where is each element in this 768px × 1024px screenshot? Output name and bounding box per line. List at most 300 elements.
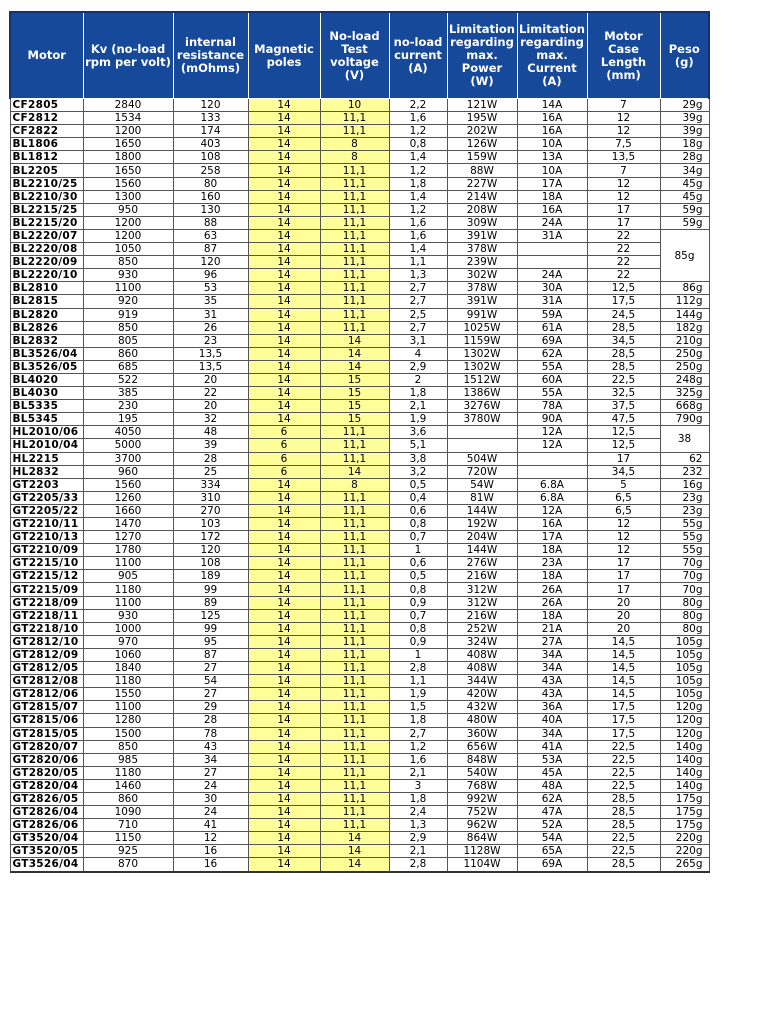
table-row: [10, 675, 709, 688]
cell-max-current: 43A: [517, 675, 587, 688]
cell-resistance: 41: [173, 819, 248, 832]
cell-power: 991W: [447, 308, 517, 321]
table-row: [10, 387, 709, 400]
cell-peso: 45g: [660, 177, 709, 190]
cell-current: 1: [389, 544, 447, 557]
cell-length: 14,5: [587, 648, 660, 661]
cell-current: 2,9: [389, 832, 447, 845]
cell-resistance: 48: [173, 426, 248, 439]
cell-kv: 1460: [83, 779, 173, 792]
table-row: [10, 177, 709, 190]
cell-resistance: 39: [173, 439, 248, 452]
table-row: [10, 321, 709, 334]
cell-model: BL2826: [10, 321, 83, 334]
cell-length: 12,5: [587, 426, 660, 439]
cell-length: 17: [587, 570, 660, 583]
cell-resistance: 95: [173, 635, 248, 648]
cell-current: 1,9: [389, 413, 447, 426]
cell-current: 2,1: [389, 766, 447, 779]
cell-model: BL3526/05: [10, 360, 83, 373]
table-row: [10, 138, 709, 151]
cell-poles: 14: [248, 832, 320, 845]
cell-poles: 14: [248, 256, 320, 269]
cell-voltage: 11,1: [320, 806, 389, 819]
cell-poles: 14: [248, 531, 320, 544]
cell-current: 0,8: [389, 583, 447, 596]
cell-length: 7: [587, 99, 660, 112]
cell-peso: 80g: [660, 622, 709, 635]
cell-peso: 55g: [660, 544, 709, 557]
cell-resistance: 54: [173, 675, 248, 688]
cell-poles: 14: [248, 662, 320, 675]
cell-model: BL2220/07: [10, 229, 83, 242]
cell-power: 992W: [447, 792, 517, 805]
cell-model: GT2812/06: [10, 688, 83, 701]
cell-power: 656W: [447, 740, 517, 753]
cell-voltage: 11,1: [320, 688, 389, 701]
cell-voltage: 8: [320, 151, 389, 164]
cell-power: 216W: [447, 570, 517, 583]
table-row: [10, 203, 709, 216]
cell-length: 7: [587, 164, 660, 177]
cell-max-current: 43A: [517, 688, 587, 701]
cell-voltage: 11,1: [320, 701, 389, 714]
cell-resistance: 34: [173, 753, 248, 766]
table-row: [10, 256, 709, 269]
cell-length: 34,5: [587, 334, 660, 347]
cell-max-current: [517, 465, 587, 478]
cell-length: 12: [587, 112, 660, 125]
cell-resistance: 87: [173, 243, 248, 256]
table-row: [10, 334, 709, 347]
cell-model: GT2205/33: [10, 491, 83, 504]
cell-voltage: 11,1: [320, 766, 389, 779]
cell-resistance: 20: [173, 373, 248, 386]
cell-poles: 14: [248, 387, 320, 400]
cell-poles: 14: [248, 269, 320, 282]
table-row: [10, 819, 709, 832]
cell-voltage: 11,1: [320, 740, 389, 753]
cell-voltage: 11,1: [320, 557, 389, 570]
cell-power: 848W: [447, 753, 517, 766]
cell-power: 312W: [447, 583, 517, 596]
cell-poles: 14: [248, 792, 320, 805]
cell-length: 28,5: [587, 792, 660, 805]
cell-model: BL2832: [10, 334, 83, 347]
cell-current: 1,3: [389, 819, 447, 832]
cell-power: 208W: [447, 203, 517, 216]
cell-current: 1,6: [389, 753, 447, 766]
cell-length: 22,5: [587, 373, 660, 386]
cell-power: 216W: [447, 609, 517, 622]
cell-peso: 140g: [660, 779, 709, 792]
cell-peso: 23g: [660, 491, 709, 504]
table-row: [10, 806, 709, 819]
cell-resistance: 16: [173, 858, 248, 872]
table-body: [10, 99, 709, 872]
cell-power: 214W: [447, 190, 517, 203]
cell-resistance: 28: [173, 452, 248, 465]
table-row: [10, 295, 709, 308]
cell-voltage: 11,1: [320, 518, 389, 531]
cell-peso: 248g: [660, 373, 709, 386]
cell-model: GT2820/06: [10, 753, 83, 766]
cell-poles: 14: [248, 334, 320, 347]
cell-max-current: 10A: [517, 138, 587, 151]
table-row: [10, 779, 709, 792]
cell-model: CF2812: [10, 112, 83, 125]
cell-resistance: 23: [173, 334, 248, 347]
table-row: [10, 99, 709, 112]
cell-power: 3276W: [447, 400, 517, 413]
cell-current: 3,8: [389, 452, 447, 465]
cell-resistance: 120: [173, 256, 248, 269]
cell-length: 24,5: [587, 308, 660, 321]
cell-power: 720W: [447, 465, 517, 478]
cell-power: 81W: [447, 491, 517, 504]
cell-resistance: 30: [173, 792, 248, 805]
cell-max-current: 69A: [517, 334, 587, 347]
cell-resistance: 24: [173, 806, 248, 819]
cell-power: 159W: [447, 151, 517, 164]
cell-resistance: 25: [173, 465, 248, 478]
cell-kv: 685: [83, 360, 173, 373]
table-row: [10, 465, 709, 478]
cell-poles: 14: [248, 413, 320, 426]
cell-peso: 105g: [660, 635, 709, 648]
cell-power: 378W: [447, 282, 517, 295]
cell-length: 22: [587, 243, 660, 256]
cell-poles: 14: [248, 491, 320, 504]
cell-peso: 265g: [660, 858, 709, 872]
cell-peso: 120g: [660, 727, 709, 740]
cell-poles: 14: [248, 203, 320, 216]
cell-kv: 710: [83, 819, 173, 832]
cell-peso: 18g: [660, 138, 709, 151]
cell-current: 0,8: [389, 138, 447, 151]
cell-length: 12,5: [587, 439, 660, 452]
cell-kv: 385: [83, 387, 173, 400]
cell-poles: 14: [248, 125, 320, 138]
table-row: [10, 753, 709, 766]
cell-poles: 14: [248, 151, 320, 164]
cell-resistance: 12: [173, 832, 248, 845]
cell-length: 28,5: [587, 360, 660, 373]
cell-current: 1,5: [389, 701, 447, 714]
cell-voltage: 11,1: [320, 321, 389, 334]
cell-peso: 175g: [660, 819, 709, 832]
cell-current: 1,8: [389, 714, 447, 727]
cell-max-current: [517, 452, 587, 465]
cell-length: 22,5: [587, 779, 660, 792]
cell-resistance: 27: [173, 688, 248, 701]
cell-max-current: 90A: [517, 413, 587, 426]
table-row: [10, 596, 709, 609]
cell-poles: 14: [248, 138, 320, 151]
cell-kv: 1200: [83, 229, 173, 242]
table-row: [10, 518, 709, 531]
cell-length: 22: [587, 269, 660, 282]
cell-kv: 1650: [83, 138, 173, 151]
cell-max-current: 13A: [517, 151, 587, 164]
cell-peso: 220g: [660, 845, 709, 858]
cell-length: 13,5: [587, 151, 660, 164]
cell-model: GT2826/06: [10, 819, 83, 832]
cell-max-current: 59A: [517, 308, 587, 321]
table-row: [10, 845, 709, 858]
cell-resistance: 88: [173, 216, 248, 229]
cell-voltage: 11,1: [320, 216, 389, 229]
cell-poles: 14: [248, 504, 320, 517]
cell-model: BL4030: [10, 387, 83, 400]
cell-current: 2,8: [389, 858, 447, 872]
cell-power: 252W: [447, 622, 517, 635]
cell-max-current: 34A: [517, 648, 587, 661]
cell-kv: 1180: [83, 675, 173, 688]
cell-peso: 120g: [660, 701, 709, 714]
cell-resistance: 172: [173, 531, 248, 544]
cell-voltage: 11,1: [320, 282, 389, 295]
cell-voltage: 15: [320, 373, 389, 386]
cell-peso: 140g: [660, 766, 709, 779]
cell-voltage: 11,1: [320, 609, 389, 622]
table-row: [10, 164, 709, 177]
cell-current: 4: [389, 347, 447, 360]
cell-max-current: 26A: [517, 596, 587, 609]
cell-power: 204W: [447, 531, 517, 544]
cell-peso: 85g: [660, 229, 709, 281]
cell-power: 540W: [447, 766, 517, 779]
cell-kv: 1300: [83, 190, 173, 203]
cell-resistance: 108: [173, 557, 248, 570]
table-row: [10, 190, 709, 203]
cell-kv: 850: [83, 256, 173, 269]
cell-poles: 14: [248, 727, 320, 740]
cell-poles: 14: [248, 688, 320, 701]
table-row: [10, 439, 709, 452]
cell-kv: 4050: [83, 426, 173, 439]
cell-model: BL2205: [10, 164, 83, 177]
cell-resistance: 87: [173, 648, 248, 661]
cell-current: 2,1: [389, 400, 447, 413]
cell-model: BL5345: [10, 413, 83, 426]
cell-kv: 3700: [83, 452, 173, 465]
cell-length: 28,5: [587, 347, 660, 360]
table-row: [10, 125, 709, 138]
cell-current: 1,6: [389, 229, 447, 242]
header-no-load-current: no-load current (A): [389, 12, 447, 99]
cell-kv: 930: [83, 269, 173, 282]
cell-max-current: 34A: [517, 727, 587, 740]
cell-peso: 232: [660, 465, 709, 478]
cell-model: HL2010/04: [10, 439, 83, 452]
cell-poles: 14: [248, 400, 320, 413]
cell-kv: 930: [83, 609, 173, 622]
cell-resistance: 28: [173, 714, 248, 727]
cell-poles: 14: [248, 779, 320, 792]
table-row: [10, 662, 709, 675]
cell-kv: 1260: [83, 491, 173, 504]
cell-power: 1386W: [447, 387, 517, 400]
cell-current: 1,3: [389, 269, 447, 282]
cell-kv: 5000: [83, 439, 173, 452]
cell-max-current: 62A: [517, 792, 587, 805]
cell-power: 239W: [447, 256, 517, 269]
cell-power: 391W: [447, 229, 517, 242]
cell-peso: 34g: [660, 164, 709, 177]
cell-model: GT2826/04: [10, 806, 83, 819]
cell-length: 22,5: [587, 740, 660, 753]
table-row: [10, 635, 709, 648]
cell-kv: 1660: [83, 504, 173, 517]
table-row: [10, 832, 709, 845]
cell-max-current: 31A: [517, 295, 587, 308]
cell-resistance: 16: [173, 845, 248, 858]
table-row: [10, 531, 709, 544]
cell-current: 0,6: [389, 557, 447, 570]
table-row: [10, 151, 709, 164]
cell-max-current: 48A: [517, 779, 587, 792]
table-row: [10, 740, 709, 753]
cell-voltage: 11,1: [320, 727, 389, 740]
cell-voltage: 11,1: [320, 452, 389, 465]
cell-voltage: 14: [320, 465, 389, 478]
cell-poles: 14: [248, 164, 320, 177]
table-row: [10, 452, 709, 465]
cell-length: 22: [587, 229, 660, 242]
cell-power: 408W: [447, 662, 517, 675]
cell-peso: 668g: [660, 400, 709, 413]
cell-kv: 1840: [83, 662, 173, 675]
cell-current: 1,4: [389, 190, 447, 203]
cell-poles: 14: [248, 858, 320, 872]
cell-max-current: 61A: [517, 321, 587, 334]
cell-resistance: 99: [173, 583, 248, 596]
cell-kv: 970: [83, 635, 173, 648]
cell-voltage: 14: [320, 334, 389, 347]
cell-poles: 14: [248, 648, 320, 661]
cell-resistance: 120: [173, 99, 248, 112]
cell-peso: 790g: [660, 413, 709, 426]
cell-model: BL3526/04: [10, 347, 83, 360]
cell-peso: 39g: [660, 112, 709, 125]
cell-model: GT2820/05: [10, 766, 83, 779]
cell-voltage: 11,1: [320, 125, 389, 138]
cell-voltage: 11,1: [320, 243, 389, 256]
table-row: [10, 373, 709, 386]
cell-length: 22,5: [587, 832, 660, 845]
cell-current: 1,4: [389, 243, 447, 256]
cell-kv: 925: [83, 845, 173, 858]
cell-power: 752W: [447, 806, 517, 819]
table-row: [10, 570, 709, 583]
cell-power: 309W: [447, 216, 517, 229]
cell-current: 1,2: [389, 164, 447, 177]
cell-voltage: 11,1: [320, 531, 389, 544]
cell-voltage: 15: [320, 387, 389, 400]
cell-power: 312W: [447, 596, 517, 609]
cell-current: 2,7: [389, 321, 447, 334]
cell-peso: 144g: [660, 308, 709, 321]
table-row: [10, 701, 709, 714]
cell-power: 192W: [447, 518, 517, 531]
cell-kv: 1280: [83, 714, 173, 727]
table-row: [10, 112, 709, 125]
cell-peso: 29g: [660, 99, 709, 112]
cell-length: 17: [587, 216, 660, 229]
table-row: [10, 308, 709, 321]
cell-current: 2,7: [389, 295, 447, 308]
cell-resistance: 108: [173, 151, 248, 164]
cell-current: 0,7: [389, 531, 447, 544]
cell-kv: 1100: [83, 282, 173, 295]
cell-poles: 14: [248, 701, 320, 714]
cell-kv: 1560: [83, 478, 173, 491]
cell-voltage: 8: [320, 478, 389, 491]
cell-max-current: [517, 243, 587, 256]
cell-length: 6,5: [587, 504, 660, 517]
cell-voltage: 8: [320, 138, 389, 151]
cell-current: 1,1: [389, 256, 447, 269]
table-row: [10, 792, 709, 805]
cell-power: 276W: [447, 557, 517, 570]
cell-model: CF2805: [10, 99, 83, 112]
cell-max-current: 62A: [517, 347, 587, 360]
cell-resistance: 103: [173, 518, 248, 531]
cell-power: 420W: [447, 688, 517, 701]
cell-poles: 14: [248, 766, 320, 779]
cell-max-current: 45A: [517, 766, 587, 779]
cell-power: 1302W: [447, 360, 517, 373]
cell-model: BL2210/30: [10, 190, 83, 203]
cell-poles: 6: [248, 465, 320, 478]
cell-poles: 14: [248, 308, 320, 321]
cell-peso: 55g: [660, 531, 709, 544]
cell-resistance: 26: [173, 321, 248, 334]
table-row: [10, 413, 709, 426]
cell-voltage: 11,1: [320, 112, 389, 125]
cell-length: 17,5: [587, 295, 660, 308]
cell-kv: 2840: [83, 99, 173, 112]
cell-poles: 14: [248, 229, 320, 242]
cell-resistance: 35: [173, 295, 248, 308]
cell-power: 1302W: [447, 347, 517, 360]
cell-poles: 14: [248, 295, 320, 308]
cell-resistance: 43: [173, 740, 248, 753]
cell-poles: 14: [248, 243, 320, 256]
cell-current: 2,9: [389, 360, 447, 373]
cell-length: 7,5: [587, 138, 660, 151]
cell-current: 2,7: [389, 282, 447, 295]
cell-length: 17,5: [587, 727, 660, 740]
cell-kv: 1550: [83, 688, 173, 701]
cell-kv: 230: [83, 400, 173, 413]
cell-length: 12: [587, 518, 660, 531]
cell-max-current: 17A: [517, 531, 587, 544]
cell-resistance: 96: [173, 269, 248, 282]
cell-max-current: 6.8A: [517, 478, 587, 491]
cell-max-current: 26A: [517, 583, 587, 596]
cell-max-current: 60A: [517, 373, 587, 386]
cell-kv: 1270: [83, 531, 173, 544]
cell-model: GT2820/07: [10, 740, 83, 753]
cell-kv: 1200: [83, 216, 173, 229]
cell-length: 14,5: [587, 662, 660, 675]
cell-peso: 70g: [660, 557, 709, 570]
cell-kv: 1100: [83, 557, 173, 570]
cell-model: GT2203: [10, 478, 83, 491]
cell-voltage: 11,1: [320, 164, 389, 177]
